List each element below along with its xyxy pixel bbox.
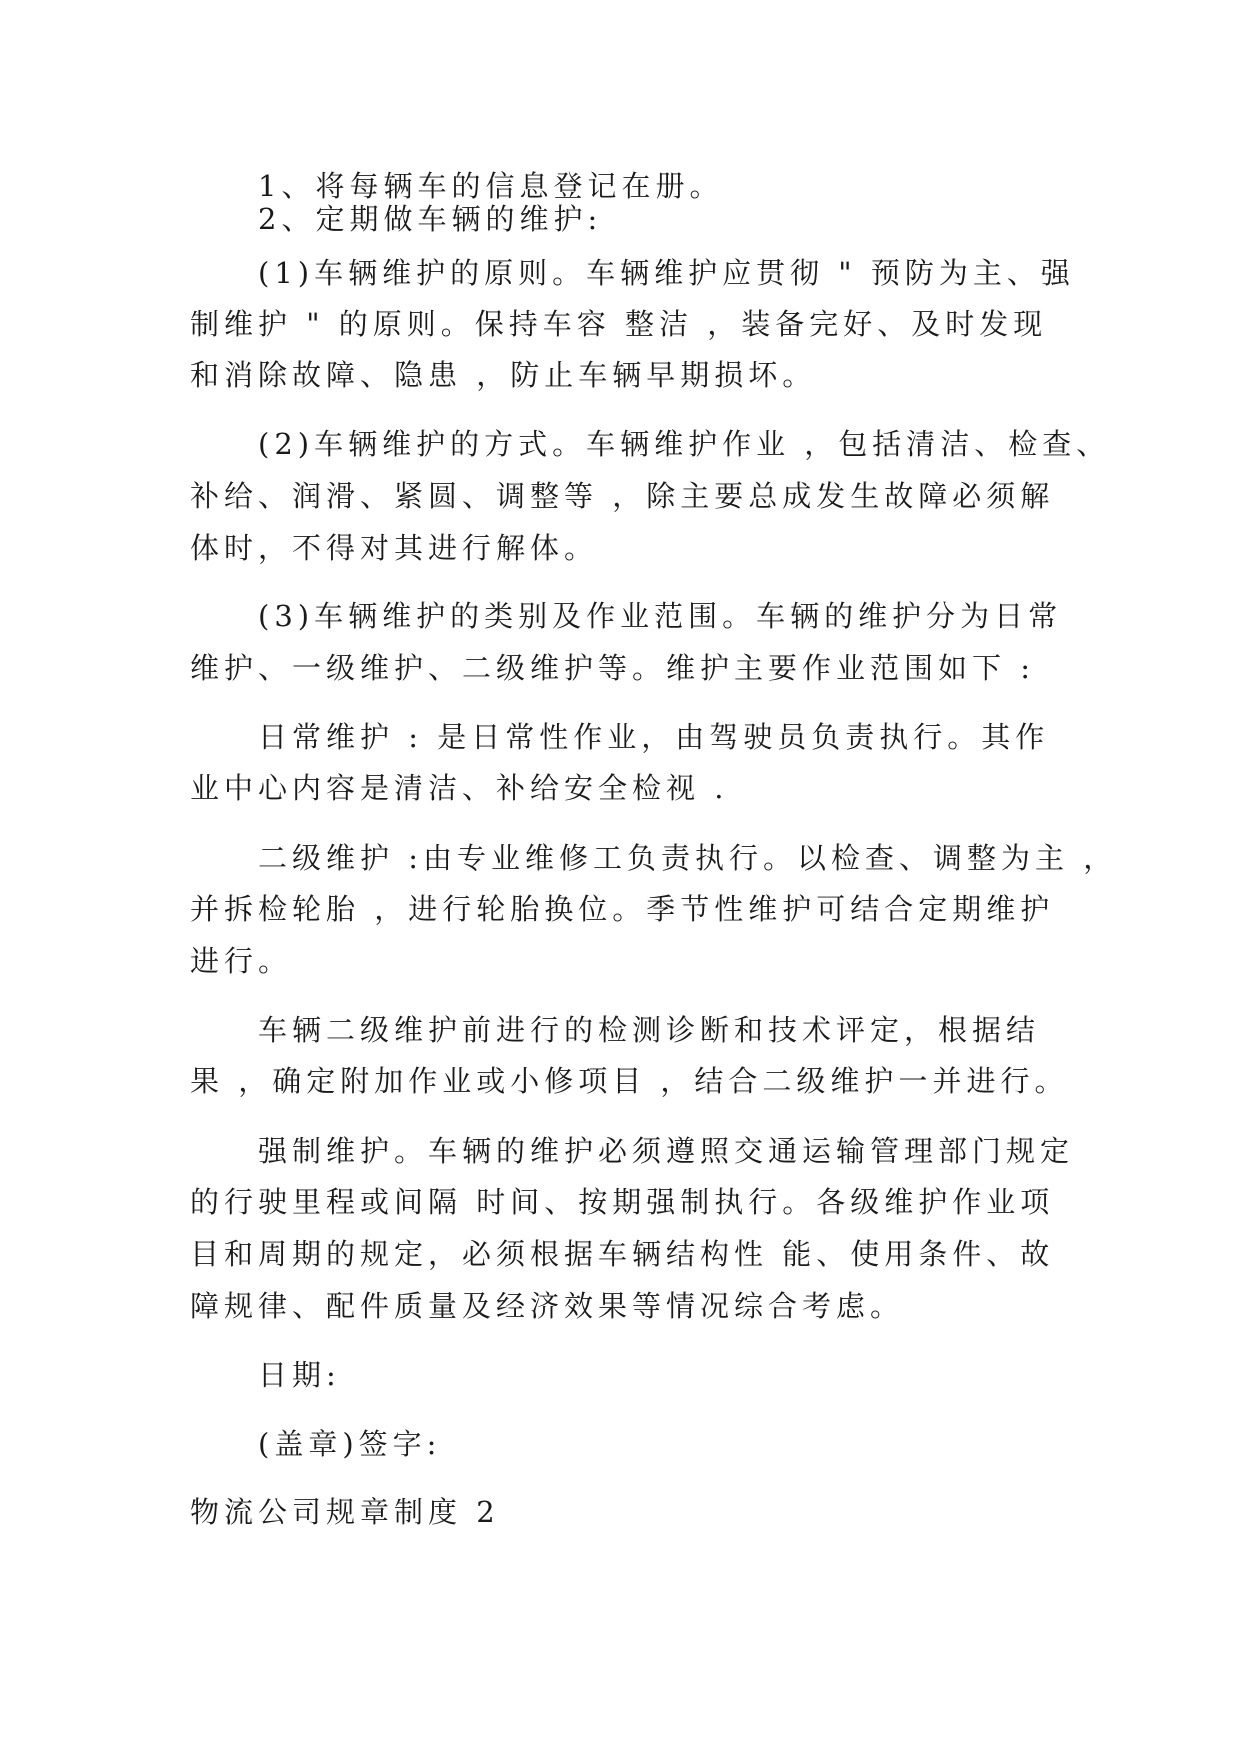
line-24: 物流公司规章制度 2 bbox=[190, 1495, 500, 1529]
line-17: 果 ，确定附加作业或小修项目 ，结合二级维护一并进行。 bbox=[190, 1064, 1069, 1098]
line-4: 制维护 " 的原则。保持车容 整洁 ，装备完好、及时发现 bbox=[190, 307, 1048, 341]
line-14: 并拆检轮胎 ，进行轮胎换位。季节性维护可结合定期维护 bbox=[190, 892, 1055, 926]
line-9: (3)车辆维护的类别及作业范围。车辆的维护分为日常 bbox=[258, 599, 1063, 633]
line-13: 二级维护 :由专业维修工负责执行。以检查、调整为主 ， bbox=[258, 841, 1118, 875]
line-23: (盖章)签字: bbox=[258, 1427, 442, 1461]
line-12: 业中心内容是清洁、补给安全检视 . bbox=[190, 771, 729, 805]
line-1: 1、将每辆车的信息登记在册。 bbox=[258, 169, 724, 203]
line-11: 日常维护 : 是日常性作业，由驾驶员负责执行。其作 bbox=[258, 720, 1050, 754]
line-15: 进行。 bbox=[190, 944, 293, 978]
line-2: 2、定期做车辆的维护: bbox=[258, 202, 603, 236]
line-22: 日期: bbox=[258, 1358, 341, 1392]
line-7: 补给、润滑、紧圆、调整等 ，除主要总成发生故障必须解 bbox=[190, 479, 1055, 513]
line-21: 障规律、配件质量及经济效果等情况综合考虑。 bbox=[190, 1289, 905, 1323]
line-16: 车辆二级维护前进行的检测诊断和技术评定，根据结 bbox=[258, 1013, 1041, 1047]
line-20: 目和周期的规定，必须根据车辆结构性 能、使用条件、故 bbox=[190, 1237, 1055, 1271]
line-5: 和消除故障、隐患 ，防止车辆早期损坏。 bbox=[190, 358, 817, 392]
line-19: 的行驶里程或间隔 时间、按期强制执行。各级维护作业项 bbox=[190, 1185, 1055, 1219]
line-18: 强制维护。车辆的维护必须遵照交通运输管理部门规定 bbox=[258, 1134, 1075, 1168]
line-3: (1)车辆维护的原则。车辆维护应贯彻 " 预防为主、强 bbox=[258, 256, 1075, 290]
line-10: 维护、一级维护、二级维护等。维护主要作业范围如下 : bbox=[190, 651, 1035, 685]
line-8: 体时，不得对其进行解体。 bbox=[190, 531, 599, 565]
line-6: (2)车辆维护的方式。车辆维护作业 ，包括清洁、检查、 bbox=[258, 427, 1111, 461]
